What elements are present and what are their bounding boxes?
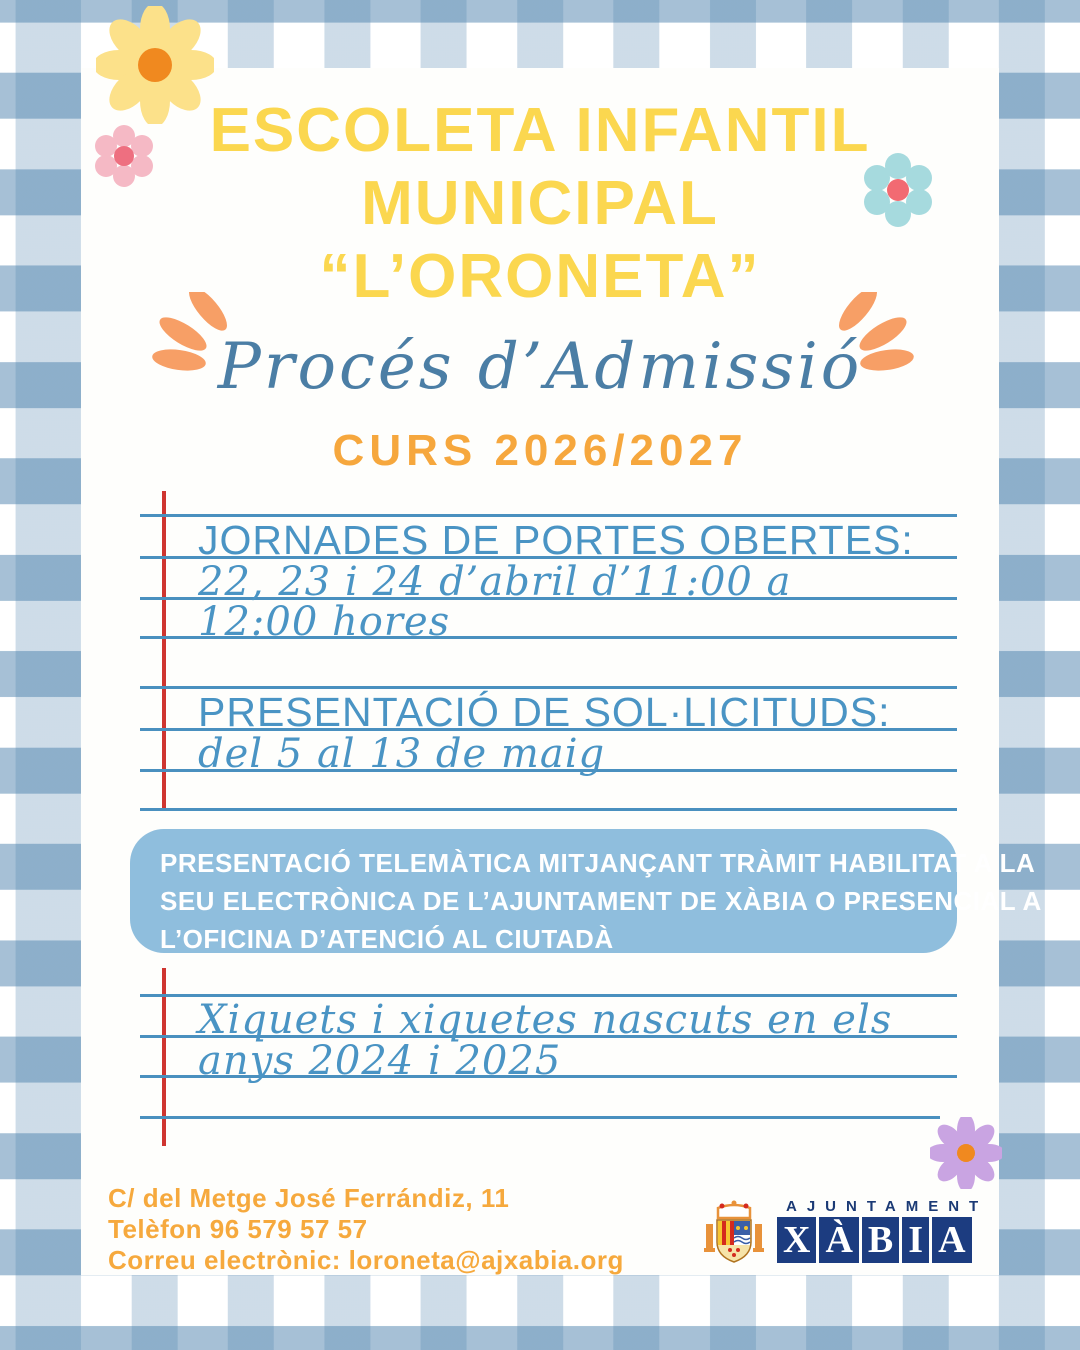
eligibility-line2: anys 2024 i 2025 (198, 1038, 562, 1084)
notebook-margin-line (162, 491, 166, 809)
poster-title-line2: MUNICIPAL (361, 169, 719, 238)
poster-title-line1: ESCOLETA INFANTIL (209, 96, 871, 165)
notice-line3: L’OFICINA D’ATENCIÓ AL CIUTADÀ (160, 924, 614, 954)
open-days-hours: 12:00 hores (198, 599, 451, 645)
telematic-notice-text (160, 844, 1042, 958)
eligibility-line1: Xiquets i xiquetes nascuts en els (198, 997, 893, 1043)
poster-title-line3: “L’ORONETA” (319, 242, 761, 311)
notice-line2: SEU ELECTRÒNICA DE L’AJUNTAMENT DE XÀBIA O PRESENCIAL A (160, 886, 1042, 916)
logo-letter: A (932, 1217, 971, 1263)
notice-line1: PRESENTACIÓ TELEMÀTICA MITJANÇANT TRÀMIT HABILITAT A LA (160, 848, 1036, 878)
course-year: CURS 2026/2027 (332, 426, 748, 475)
logo-xabia-wordmark (777, 1217, 972, 1263)
footer-email: Correu electrònic: loroneta@ajxabia.org (108, 1245, 624, 1275)
rule-line (140, 1116, 940, 1119)
logo-letter: X (777, 1217, 816, 1263)
rule-line (140, 808, 957, 811)
applications-heading: PRESENTACIÓ DE SOL·LICITUDS: (198, 689, 891, 735)
applications-dates: del 5 al 13 de maig (198, 731, 606, 777)
purple-flower-icon (930, 1117, 1002, 1189)
logo-letter: À (819, 1217, 858, 1263)
poster-subtitle: Procés d’Admissió (217, 330, 863, 404)
logo-ajuntament-text: AJUNTAMENT (786, 1198, 989, 1215)
xabia-coat-of-arms-icon (700, 1198, 768, 1266)
logo-letter: I (902, 1217, 929, 1263)
open-days-heading: JORNADES DE PORTES OBERTES: (198, 517, 914, 563)
footer-address: C/ del Metge José Ferrándiz, 11 (108, 1183, 510, 1213)
open-days-dates: 22, 23 i 24 d’abril d’11:00 a (198, 559, 792, 605)
logo-letter: B (862, 1217, 899, 1263)
footer-phone: Telèfon 96 579 57 57 (108, 1214, 368, 1244)
